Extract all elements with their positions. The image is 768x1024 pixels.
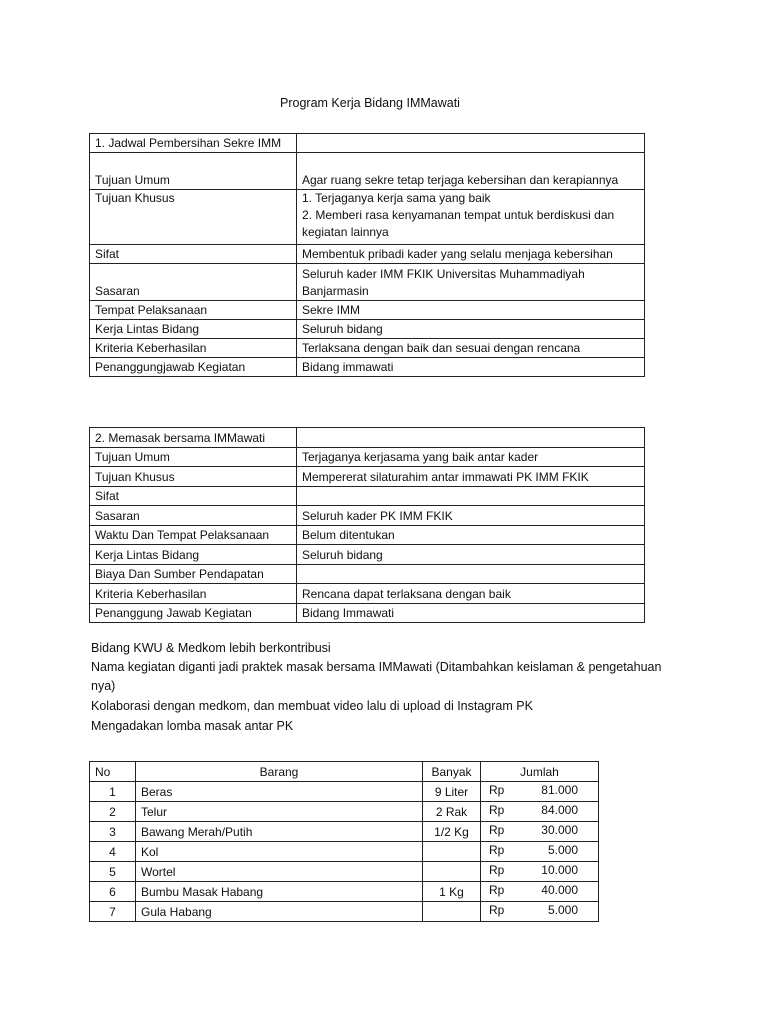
row-item: Telur xyxy=(136,802,423,822)
empty-cell xyxy=(297,134,645,153)
row-item: Bawang Merah/Putih xyxy=(136,822,423,842)
program-heading: 1. Jadwal Pembersihan Sekre IMM xyxy=(90,134,297,153)
row-no: 3 xyxy=(90,822,136,842)
row-label: Sasaran xyxy=(90,264,297,301)
row-no: 6 xyxy=(90,882,136,902)
row-item: Wortel xyxy=(136,862,423,882)
row-no: 7 xyxy=(90,902,136,922)
row-label: Kerja Lintas Bidang xyxy=(90,545,297,565)
row-label: Penanggung Jawab Kegiatan xyxy=(90,603,297,623)
table-row xyxy=(90,802,599,822)
row-label: Tempat Pelaksanaan xyxy=(90,301,297,320)
row-value: Bidang immawati xyxy=(297,358,645,377)
row-qty xyxy=(423,862,481,882)
note-paragraph: Kolaborasi dengan medkom, dan membuat video lalu di upload di Instagram PK xyxy=(91,699,533,713)
row-label: Kriteria Keberhasilan xyxy=(90,584,297,604)
row-label: Kriteria Keberhasilan xyxy=(90,339,297,358)
currency-label: Rp xyxy=(489,783,505,797)
note-paragraph: Bidang KWU & Medkom lebih berkontribusi xyxy=(91,641,331,655)
row-label: Penanggungjawab Kegiatan xyxy=(90,358,297,377)
row-value: Belum ditentukan xyxy=(297,525,645,545)
row-value: Seluruh bidang xyxy=(297,545,645,565)
empty-cell xyxy=(297,428,645,448)
row-value: Seluruh kader IMM FKIK Universitas Muhammadiyah Banjarmasin xyxy=(297,264,645,301)
table-row xyxy=(90,842,599,862)
currency-label: Rp xyxy=(489,843,505,857)
amount-value: 30.000 xyxy=(541,823,578,837)
program-table-2 xyxy=(89,427,645,623)
amount-value: 40.000 xyxy=(541,883,578,897)
document-title: Program Kerja Bidang IMMawati xyxy=(280,96,460,110)
row-label: Tujuan Umum xyxy=(90,153,297,190)
table-row xyxy=(90,862,599,882)
amount-value: 5.000 xyxy=(547,903,578,917)
row-qty: 1 Kg xyxy=(423,882,481,902)
currency-label: Rp xyxy=(489,863,505,877)
row-label: Tujuan Khusus xyxy=(90,190,297,245)
column-header-item: Barang xyxy=(136,762,423,782)
program-table-1 xyxy=(89,133,645,377)
row-label: Tujuan Khusus xyxy=(90,467,297,487)
amount-value: 10.000 xyxy=(541,863,578,877)
row-amount xyxy=(481,842,599,862)
row-item: Gula Habang xyxy=(136,902,423,922)
row-value: 1. Terjaganya kerja sama yang baik 2. Memberi rasa kenyamanan tempat untuk berdiskusi dan kegiatan lainnya xyxy=(297,190,645,245)
row-amount xyxy=(481,782,599,802)
amount-value: 84.000 xyxy=(541,803,578,817)
row-value: Terjaganya kerjasama yang baik antar kader xyxy=(297,447,645,467)
currency-label: Rp xyxy=(489,823,505,837)
row-item: Kol xyxy=(136,842,423,862)
row-amount xyxy=(481,882,599,902)
row-value: Seluruh kader PK IMM FKIK xyxy=(297,506,645,526)
row-value: Terlaksana dengan baik dan sesuai dengan rencana xyxy=(297,339,645,358)
currency-label: Rp xyxy=(489,903,505,917)
row-value: Sekre IMM xyxy=(297,301,645,320)
table-row xyxy=(90,882,599,902)
amount-value: 5.000 xyxy=(547,843,578,857)
row-label: Waktu Dan Tempat Pelaksanaan xyxy=(90,525,297,545)
table-row xyxy=(90,782,599,802)
column-header-amount: Jumlah xyxy=(481,762,599,782)
row-item: Bumbu Masak Habang xyxy=(136,882,423,902)
row-qty xyxy=(423,842,481,862)
table-row xyxy=(90,902,599,922)
row-no: 2 xyxy=(90,802,136,822)
row-qty: 1/2 Kg xyxy=(423,822,481,842)
row-value: Seluruh bidang xyxy=(297,320,645,339)
row-label: Sifat xyxy=(90,486,297,506)
row-amount xyxy=(481,802,599,822)
row-qty: 2 Rak xyxy=(423,802,481,822)
row-label: Sasaran xyxy=(90,506,297,526)
program-heading: 2. Memasak bersama IMMawati xyxy=(90,428,297,448)
column-header-qty: Banyak xyxy=(423,762,481,782)
row-amount xyxy=(481,902,599,922)
row-value xyxy=(297,564,645,584)
row-qty xyxy=(423,902,481,922)
row-label: Kerja Lintas Bidang xyxy=(90,320,297,339)
note-paragraph: Nama kegiatan diganti jadi praktek masak bersama IMMawati (Ditambahkan keislaman & pengetahuan nya) xyxy=(91,660,662,693)
note-paragraph: Mengadakan lomba masak antar PK xyxy=(91,719,294,733)
row-amount xyxy=(481,862,599,882)
row-value: Bidang Immawati xyxy=(297,603,645,623)
column-header-no: No xyxy=(90,762,136,782)
amount-value: 81.000 xyxy=(541,783,578,797)
row-qty: 9 Liter xyxy=(423,782,481,802)
row-label: Tujuan Umum xyxy=(90,447,297,467)
table-row xyxy=(90,822,599,842)
row-amount xyxy=(481,822,599,842)
row-value: Agar ruang sekre tetap terjaga kebersihan dan kerapiannya xyxy=(297,153,645,190)
budget-table xyxy=(89,761,599,922)
row-no: 4 xyxy=(90,842,136,862)
row-value: Mempererat silaturahim antar immawati PK IMM FKIK xyxy=(297,467,645,487)
row-label: Sifat xyxy=(90,245,297,264)
currency-label: Rp xyxy=(489,803,505,817)
row-no: 1 xyxy=(90,782,136,802)
row-value: Membentuk pribadi kader yang selalu menjaga kebersihan xyxy=(297,245,645,264)
notes-section xyxy=(91,638,681,736)
currency-label: Rp xyxy=(489,883,505,897)
row-value xyxy=(297,486,645,506)
row-value: Rencana dapat terlaksana dengan baik xyxy=(297,584,645,604)
row-label: Biaya Dan Sumber Pendapatan xyxy=(90,564,297,584)
row-no: 5 xyxy=(90,862,136,882)
row-item: Beras xyxy=(136,782,423,802)
